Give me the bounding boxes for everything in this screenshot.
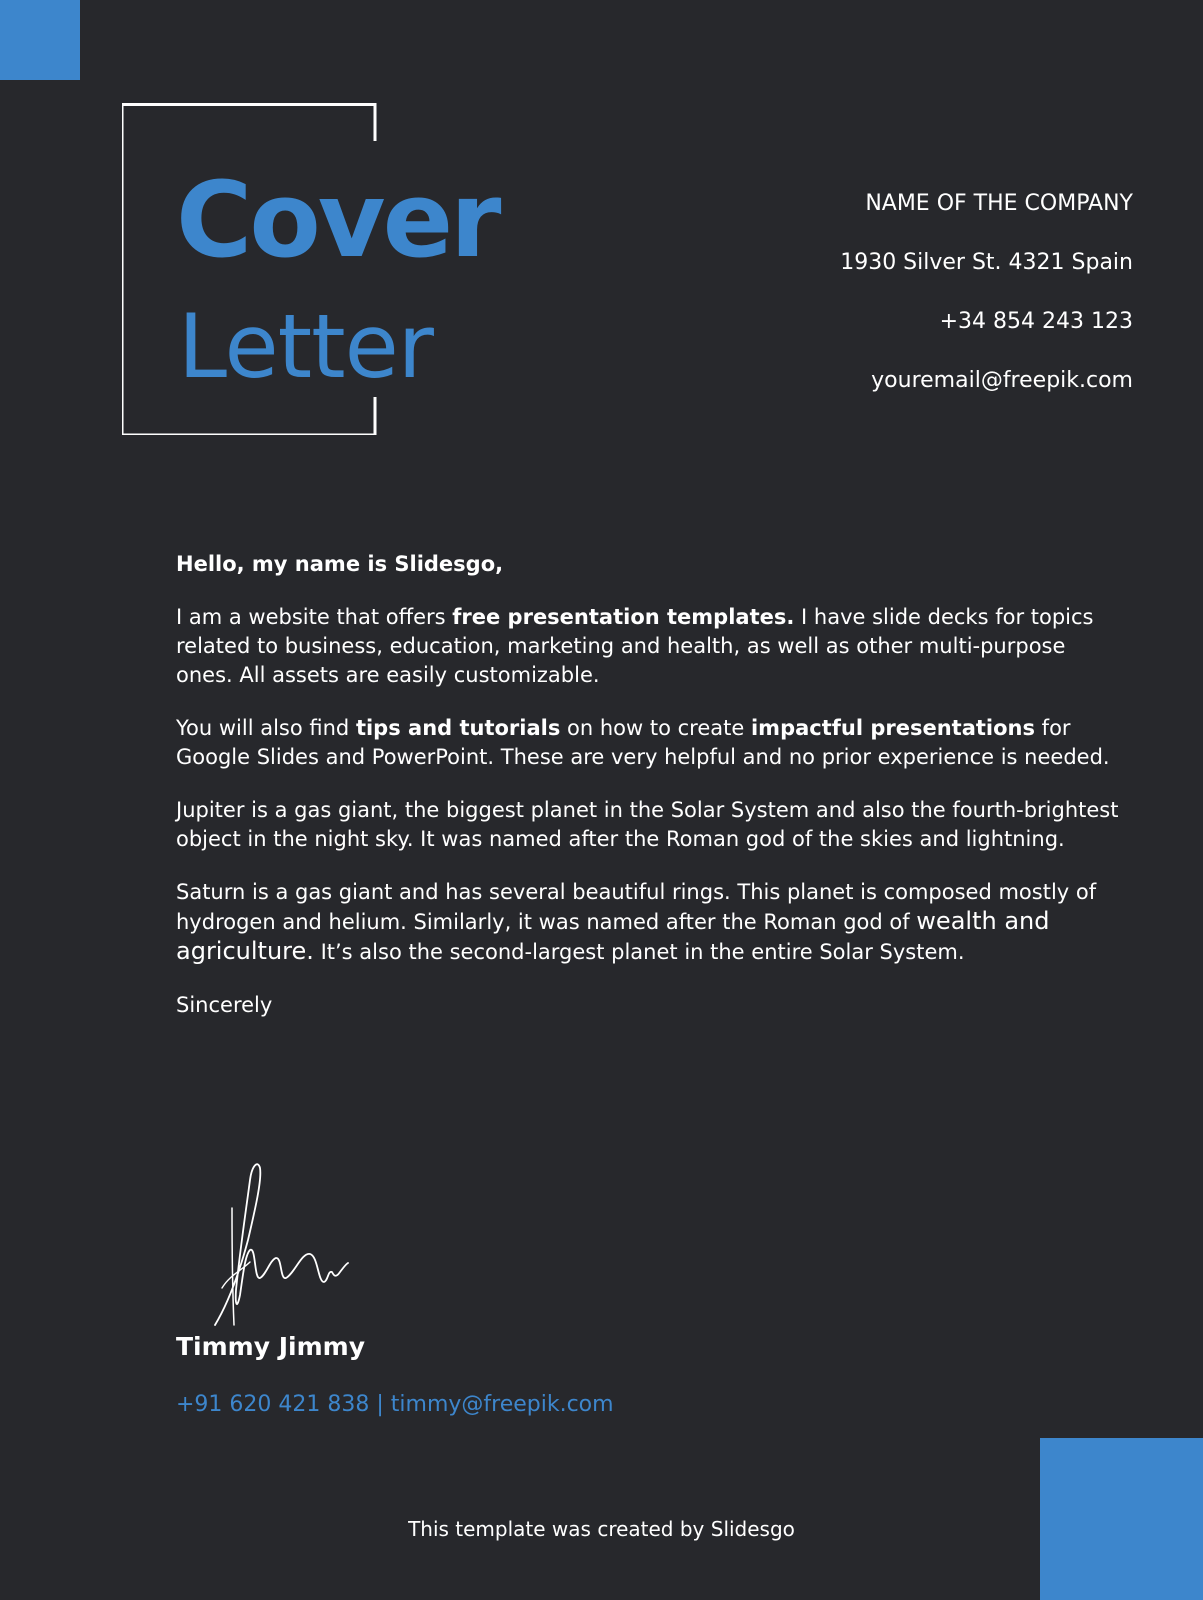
- company-email: youremail@freepik.com: [871, 368, 1133, 393]
- title-letter: Letter: [178, 295, 433, 398]
- p2-text-c: on how to create: [560, 716, 751, 740]
- p4-text-c: It’s also the second-largest planet in the entire Solar System.: [313, 940, 965, 964]
- p2-text-e: for Google Slides and PowerPoint. These are very helpful and no prior experience is needed.: [176, 716, 1110, 769]
- company-address: 1930 Silver St. 4321 Spain: [840, 250, 1133, 275]
- signer-contact: +91 620 421 838 | timmy@freepik.com: [176, 1392, 614, 1417]
- letter-body: [176, 550, 1126, 1020]
- company-info: [840, 174, 1133, 410]
- p1-text-a: I am a website that offers: [176, 605, 453, 629]
- footer-credit: This template was created by Slidesgo: [408, 1517, 795, 1541]
- signature-image: [210, 1160, 350, 1330]
- letter-closing: Sincerely: [176, 993, 273, 1017]
- p2-bold-1: tips and tutorials: [355, 716, 561, 740]
- p1-bold: free presentation templates.: [452, 605, 795, 629]
- paragraph-2: [176, 714, 1126, 772]
- paragraph-4: [176, 878, 1126, 967]
- signer-name: Timmy Jimmy: [176, 1332, 365, 1361]
- p1-text-c: I have slide decks for topics related to business, education, marketing and health, as well as other multi-purpose ones. All assets are easily customizable.: [176, 605, 1094, 687]
- letter-greeting: Hello, my name is Slidesgo,: [176, 552, 504, 576]
- company-name: NAME OF THE COMPANY: [865, 191, 1133, 216]
- title-cover: Cover: [176, 159, 499, 281]
- p2-text-a: You will also find: [176, 716, 356, 740]
- p2-bold-2: impactful presentations: [750, 716, 1035, 740]
- company-phone: +34 854 243 123: [939, 309, 1133, 334]
- corner-decoration-top: [0, 0, 80, 80]
- paragraph-3: Jupiter is a gas giant, the biggest planet in the Solar System and also the fourth-brightest object in the night sky. It was named after the Roman god of the skies and lightning.: [176, 798, 1119, 851]
- p4-text-a: Saturn is a gas giant and has several beautiful rings. This planet is composed mostly of hydrogen and helium. Similarly, it was named after the Roman god of: [176, 880, 1097, 934]
- p4-large-text: wealth and agriculture.: [176, 907, 1050, 965]
- paragraph-1: [176, 603, 1126, 690]
